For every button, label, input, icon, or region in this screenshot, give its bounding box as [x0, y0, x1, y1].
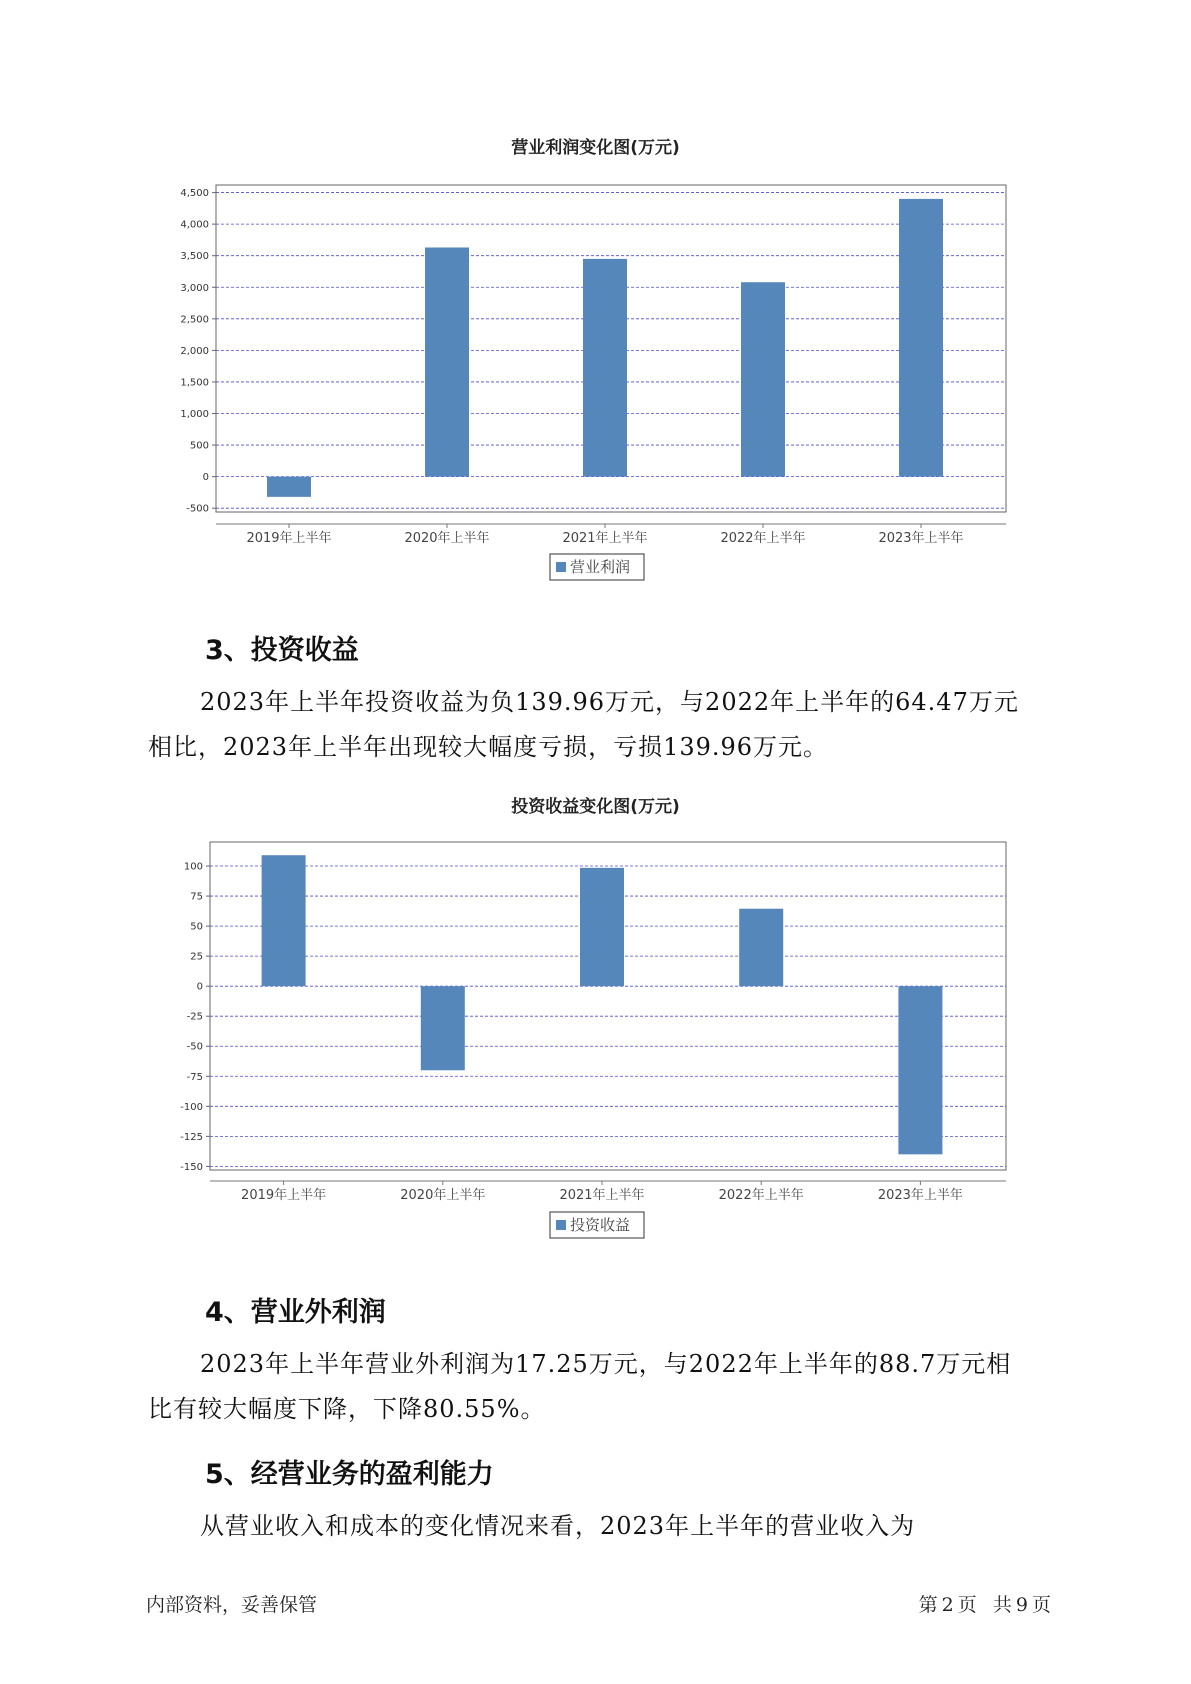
- chart2-title: 投资收益变化图(万元): [511, 797, 680, 817]
- page-label-prefix: 第: [918, 1594, 938, 1616]
- paragraph-line: 比有较大幅度下降，下降80.55%。: [148, 1395, 546, 1423]
- bar: [421, 986, 465, 1070]
- x-tick-label: 2019年上半年: [241, 1188, 327, 1203]
- x-tick-label: 2021年上半年: [559, 1188, 645, 1203]
- y-tick-label: 2,500: [180, 314, 209, 326]
- y-tick-label: 75: [190, 891, 203, 903]
- legend-label: 营业利润: [570, 558, 631, 576]
- section5-heading: 5、经营业务的盈利能力: [205, 1459, 494, 1490]
- bar: [739, 909, 783, 986]
- footer-page-info: [917, 1590, 1053, 1617]
- x-tick-label: 2020年上半年: [404, 531, 490, 546]
- y-tick-label: -75: [186, 1071, 203, 1083]
- bar: [580, 868, 624, 986]
- paragraph-line: 2023年上半年投资收益为负139.96万元，与2022年上半年的64.47万元: [200, 688, 1019, 716]
- y-tick-label: 2,000: [180, 345, 209, 357]
- x-tick-label: 2023年上半年: [877, 1188, 963, 1203]
- total-label-prefix: 共: [992, 1594, 1012, 1616]
- y-tick-label: 1,000: [180, 409, 209, 421]
- page-label-mid: 页: [957, 1594, 977, 1616]
- y-tick-label: 0: [202, 472, 209, 484]
- paragraph-line: 2023年上半年营业外利润为17.25万元，与2022年上半年的88.7万元相: [200, 1350, 1012, 1378]
- x-tick-label: 2022年上半年: [720, 531, 806, 546]
- x-tick-label: 2019年上半年: [246, 531, 332, 546]
- x-tick-label: 2020年上半年: [400, 1188, 486, 1203]
- y-tick-label: 25: [190, 951, 203, 963]
- paragraph-line: 相比，2023年上半年出现较大幅度亏损，亏损139.96万元。: [148, 733, 829, 761]
- legend-swatch: [556, 1220, 566, 1230]
- y-tick-label: 100: [183, 861, 203, 873]
- y-tick-label: 4,500: [180, 188, 209, 200]
- y-tick-label: 50: [190, 921, 203, 933]
- bar: [898, 986, 942, 1154]
- paragraph-line: 从营业收入和成本的变化情况来看，2023年上半年的营业收入为: [200, 1512, 916, 1540]
- page-number: 2: [941, 1594, 954, 1616]
- y-tick-label: -50: [186, 1041, 203, 1053]
- section3-heading: 3、投资收益: [205, 635, 359, 666]
- chart1-title: 营业利润变化图(万元): [511, 138, 680, 158]
- bar: [262, 855, 306, 986]
- y-tick-label: -500: [186, 503, 209, 515]
- total-pages: 9: [1015, 1594, 1028, 1616]
- y-tick-label: 4,000: [180, 219, 209, 231]
- x-tick-label: 2023年上半年: [878, 531, 964, 546]
- y-tick-label: 500: [189, 440, 209, 452]
- legend: [550, 1212, 644, 1238]
- y-tick-label: 1,500: [180, 377, 209, 389]
- y-tick-label: 3,000: [180, 282, 209, 294]
- y-tick-label: -125: [180, 1131, 203, 1143]
- x-tick-label: 2022年上半年: [718, 1188, 804, 1203]
- y-tick-label: -100: [180, 1101, 203, 1113]
- y-tick-label: -25: [186, 1011, 203, 1023]
- footer-confidential-note: 内部资料，妥善保管: [146, 1594, 318, 1616]
- y-tick-label: 0: [196, 981, 203, 993]
- x-tick-label: 2021年上半年: [562, 531, 648, 546]
- legend-label: 投资收益: [570, 1216, 631, 1234]
- y-tick-label: 3,500: [180, 251, 209, 263]
- section5-paragraph: [148, 1504, 1060, 1549]
- y-tick-label: -150: [180, 1161, 203, 1173]
- total-label-suffix: 页: [1031, 1594, 1051, 1616]
- section4-heading: 4、营业外利润: [205, 1297, 386, 1328]
- section4-paragraph: [148, 1342, 1060, 1432]
